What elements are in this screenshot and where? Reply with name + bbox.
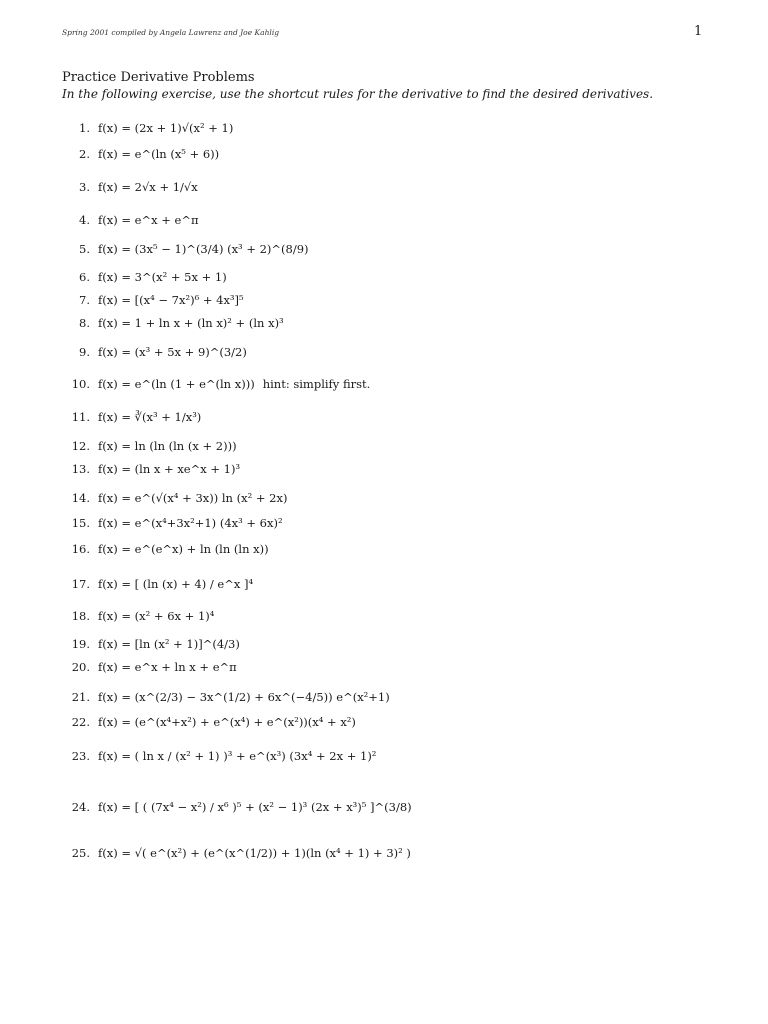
problem-number: 16. [71, 542, 90, 556]
problem-number: 7. [79, 293, 90, 307]
problem-item [60, 209, 710, 231]
problem-item [60, 512, 710, 534]
problem-expression: f(x) = [ (ln (x) + 4) / e^x ]⁴ [98, 577, 254, 591]
problem-number: 21. [71, 690, 90, 704]
problem-item [60, 435, 710, 457]
problem-expression: f(x) = ( ln x / (x² + 1) )³ + e^(x³) (3x⁴ + 2x + 1)² [98, 749, 377, 763]
problem-item [60, 341, 710, 363]
problem-number: 8. [79, 316, 90, 330]
problem-number: 11. [71, 410, 90, 424]
problem-item [60, 406, 710, 428]
problem-expression: f(x) = (e^(x⁴+x²) + e^(x⁴) + e^(x²))(x⁴ + x²) [98, 715, 356, 729]
problem-item [60, 458, 710, 480]
problem-number: 23. [71, 749, 90, 763]
problem-expression: f(x) = ln (ln (ln (x + 2))) [98, 439, 237, 453]
problem-expression: f(x) = 2√x + 1/√x [98, 180, 198, 194]
problem-number: 12. [71, 439, 90, 453]
problem-expression: f(x) = [(x⁴ − 7x²)⁶ + 4x³]⁵ [98, 293, 244, 307]
problem-item [60, 633, 710, 655]
page-title: Practice Derivative Problems [62, 70, 255, 85]
problem-item [60, 312, 710, 334]
problem-number: 19. [71, 637, 90, 651]
problem-expression: f(x) = 1 + ln x + (ln x)² + (ln x)³ [98, 316, 284, 330]
problem-expression: f(x) = (ln x + xe^x + 1)³ [98, 462, 241, 476]
problem-item [60, 176, 710, 198]
problem-item [60, 745, 710, 767]
problem-number: 1. [79, 121, 90, 135]
problem-item [60, 605, 710, 627]
problem-item [60, 289, 710, 311]
problem-number: 9. [79, 345, 90, 359]
problem-item [60, 573, 710, 595]
problem-item [60, 487, 710, 509]
problem-item [60, 238, 710, 260]
problem-item [60, 686, 710, 708]
problem-expression: f(x) = [ ( (7x⁴ − x²) / x⁶ )⁵ + (x² − 1)³ (2x + x³)⁵ ]^(3/8) [98, 800, 412, 814]
problem-number: 22. [71, 715, 90, 729]
problem-expression: f(x) = (x^(2/3) − 3x^(1/2) + 6x^(−4/5)) e^(x²+1) [98, 690, 390, 704]
problem-item [60, 538, 710, 560]
problem-expression: f(x) = (x³ + 5x + 9)^(3/2) [98, 345, 247, 359]
problem-expression: f(x) = e^(ln (1 + e^(ln x))) [98, 377, 255, 391]
problem-expression: f(x) = [ln (x² + 1)]^(4/3) [98, 637, 240, 651]
problem-expression: f(x) = e^(e^x) + ln (ln (ln x)) [98, 542, 269, 556]
problem-number: 18. [71, 609, 90, 623]
page-number: 1 [694, 24, 703, 39]
problem-number: 6. [79, 270, 90, 284]
problem-number: 5. [79, 242, 90, 256]
problem-expression: f(x) = e^(x⁴+3x²+1) (4x³ + 6x)² [98, 516, 283, 530]
problem-item [60, 796, 710, 818]
problem-item [60, 266, 710, 288]
problem-number: 3. [79, 180, 90, 194]
problem-number: 13. [71, 462, 90, 476]
problem-item [60, 842, 710, 864]
problem-expression: f(x) = √( e^(x²) + (e^(x^(1/2)) + 1)(ln (x⁴ + 1) + 3)² ) [98, 846, 411, 860]
problem-expression: f(x) = (3x⁵ − 1)^(3/4) (x³ + 2)^(8/9) [98, 242, 309, 256]
problem-number: 24. [71, 800, 90, 814]
problem-number: 17. [71, 577, 90, 591]
problem-number: 10. [71, 377, 90, 391]
problem-expression: f(x) = e^(ln (x⁵ + 6)) [98, 147, 220, 161]
running-head: Spring 2001 compiled by Angela Lawrenz and Joe Kahlig [62, 28, 280, 37]
problem-item [60, 711, 710, 733]
problem-number: 25. [71, 846, 90, 860]
problem-number: 2. [79, 147, 90, 161]
problem-expression: f(x) = e^x + ln x + e^π [98, 660, 237, 674]
problem-expression: f(x) = (x² + 6x + 1)⁴ [98, 609, 215, 623]
problem-number: 20. [71, 660, 90, 674]
problem-expression: f(x) = 3^(x² + 5x + 1) [98, 270, 227, 284]
problem-expression: f(x) = e^x + e^π [98, 213, 199, 227]
problem-expression: f(x) = e^(√(x⁴ + 3x)) ln (x² + 2x) [98, 491, 288, 505]
problem-number: 15. [71, 516, 90, 530]
problem-item [60, 143, 710, 165]
problem-expression: f(x) = ∛(x³ + 1/x³) [98, 410, 202, 424]
problem-item [60, 373, 710, 395]
problem-expression: f(x) = (2x + 1)√(x² + 1) [98, 121, 234, 135]
hint-text: hint: simplify first. [262, 377, 371, 391]
problem-number: 14. [71, 491, 90, 505]
problem-item [60, 117, 710, 139]
problem-number: 4. [79, 213, 90, 227]
instructions: In the following exercise, use the shortcut rules for the derivative to find the desired derivatives. [62, 87, 654, 101]
problem-item [60, 656, 710, 678]
